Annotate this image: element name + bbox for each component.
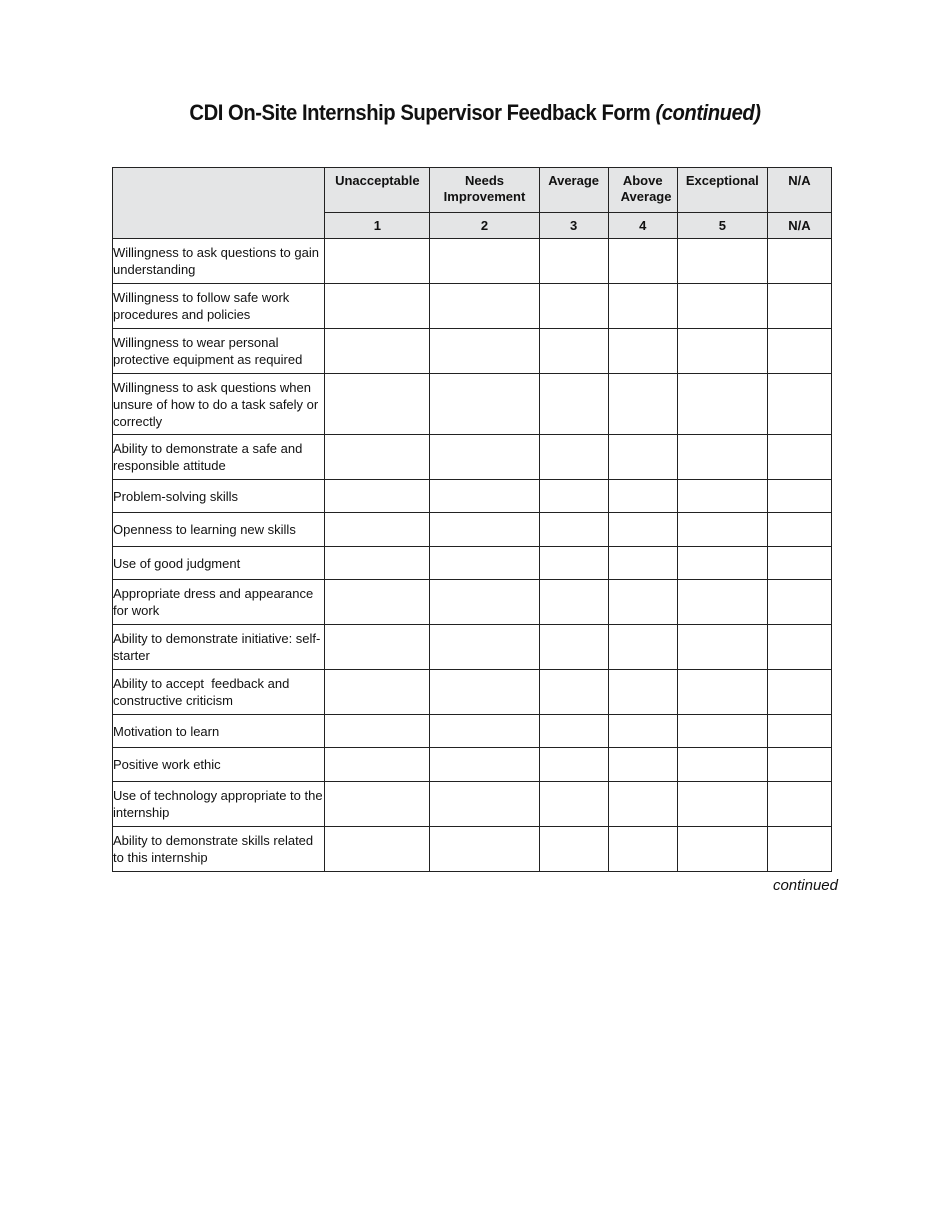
table-row: [113, 670, 832, 715]
rating-cell-na[interactable]: [767, 625, 831, 670]
rating-cell-1[interactable]: [325, 748, 430, 782]
score-4: 4: [608, 213, 677, 239]
table-row: [113, 284, 832, 329]
rating-cell-na[interactable]: [767, 782, 831, 827]
rating-cell-3[interactable]: [539, 625, 608, 670]
rating-cell-5[interactable]: [677, 782, 767, 827]
rating-cell-4[interactable]: [608, 625, 677, 670]
rating-cell-na[interactable]: [767, 374, 831, 435]
table-row: [113, 782, 832, 827]
rating-cell-4[interactable]: [608, 782, 677, 827]
header-row-labels: [113, 168, 832, 213]
rating-cell-2[interactable]: [430, 827, 539, 872]
rating-cell-4[interactable]: [608, 547, 677, 580]
criterion-label: Willingness to wear personal protective equipment as required: [113, 329, 325, 374]
criterion-label: Problem-solving skills: [113, 480, 325, 513]
rating-cell-5[interactable]: [677, 715, 767, 748]
table-row: [113, 715, 832, 748]
header-exceptional: Exceptional: [677, 168, 767, 213]
rating-cell-5[interactable]: [677, 580, 767, 625]
rating-cell-na[interactable]: [767, 284, 831, 329]
page-title-text: CDI On-Site Internship Supervisor Feedback Form: [189, 100, 651, 125]
rating-cell-2[interactable]: [430, 547, 539, 580]
header-unacceptable: Unacceptable: [325, 168, 430, 213]
criterion-label: Positive work ethic: [113, 748, 325, 782]
rating-cell-2[interactable]: [430, 748, 539, 782]
rating-cell-2[interactable]: [430, 329, 539, 374]
criterion-label: Motivation to learn: [113, 715, 325, 748]
rating-cell-1[interactable]: [325, 480, 430, 513]
rating-cell-5[interactable]: [677, 625, 767, 670]
rating-cell-4[interactable]: [608, 748, 677, 782]
rating-cell-2[interactable]: [430, 374, 539, 435]
rating-cell-na[interactable]: [767, 239, 831, 284]
criterion-label: Openness to learning new skills: [113, 513, 325, 547]
page-title-suffix: (continued): [655, 100, 761, 125]
rating-cell-1[interactable]: [325, 670, 430, 715]
rating-cell-1[interactable]: [325, 625, 430, 670]
rating-cell-5[interactable]: [677, 547, 767, 580]
rating-cell-na[interactable]: [767, 827, 831, 872]
page-title: [38, 100, 912, 126]
table-row: [113, 480, 832, 513]
criterion-label: Use of good judgment: [113, 547, 325, 580]
rating-cell-4[interactable]: [608, 480, 677, 513]
rating-cell-3[interactable]: [539, 329, 608, 374]
header-above-average: Above Average: [608, 168, 677, 213]
rating-cell-2[interactable]: [430, 782, 539, 827]
rating-cell-2[interactable]: [430, 625, 539, 670]
rating-cell-4[interactable]: [608, 580, 677, 625]
criterion-label: Ability to accept feedback and constructive criticism: [113, 670, 325, 715]
rating-cell-3[interactable]: [539, 827, 608, 872]
rating-cell-5[interactable]: [677, 670, 767, 715]
score-5: 5: [677, 213, 767, 239]
rating-cell-3[interactable]: [539, 748, 608, 782]
rating-cell-2[interactable]: [430, 480, 539, 513]
rating-cell-na[interactable]: [767, 513, 831, 547]
rating-cell-5[interactable]: [677, 329, 767, 374]
table-row: [113, 580, 832, 625]
rating-cell-4[interactable]: [608, 239, 677, 284]
rating-cell-5[interactable]: [677, 284, 767, 329]
rating-cell-3[interactable]: [539, 239, 608, 284]
rating-cell-5[interactable]: [677, 748, 767, 782]
rating-cell-1[interactable]: [325, 580, 430, 625]
table-row: [113, 513, 832, 547]
rating-cell-5[interactable]: [677, 435, 767, 480]
rating-cell-3[interactable]: [539, 513, 608, 547]
score-3: 3: [539, 213, 608, 239]
table-row: [113, 547, 832, 580]
rating-cell-2[interactable]: [430, 715, 539, 748]
rating-cell-5[interactable]: [677, 827, 767, 872]
rating-cell-5[interactable]: [677, 239, 767, 284]
rating-cell-3[interactable]: [539, 670, 608, 715]
rating-cell-4[interactable]: [608, 374, 677, 435]
table-row: [113, 625, 832, 670]
header-needs-improvement: Needs Improvement: [430, 168, 539, 213]
table-row: [113, 827, 832, 872]
rating-cell-1[interactable]: [325, 329, 430, 374]
rating-cell-na[interactable]: [767, 547, 831, 580]
rating-cell-2[interactable]: [430, 284, 539, 329]
rating-cell-4[interactable]: [608, 670, 677, 715]
score-na: N/A: [767, 213, 831, 239]
rating-cell-2[interactable]: [430, 513, 539, 547]
rating-cell-1[interactable]: [325, 547, 430, 580]
criterion-label: Ability to demonstrate initiative: self-starter: [113, 625, 325, 670]
rating-cell-4[interactable]: [608, 284, 677, 329]
criterion-label: Use of technology appropriate to the internship: [113, 782, 325, 827]
score-1: 1: [325, 213, 430, 239]
rating-cell-na[interactable]: [767, 435, 831, 480]
rating-cell-4[interactable]: [608, 513, 677, 547]
rating-cell-3[interactable]: [539, 580, 608, 625]
table-row: [113, 239, 832, 284]
rating-cell-2[interactable]: [430, 580, 539, 625]
rating-cell-3[interactable]: [539, 715, 608, 748]
table-row: [113, 374, 832, 435]
rating-cell-2[interactable]: [430, 239, 539, 284]
rating-cell-4[interactable]: [608, 715, 677, 748]
rating-cell-na[interactable]: [767, 715, 831, 748]
rating-cell-3[interactable]: [539, 374, 608, 435]
rating-cell-3[interactable]: [539, 284, 608, 329]
rating-cell-na[interactable]: [767, 580, 831, 625]
rating-cell-na[interactable]: [767, 480, 831, 513]
table-row: [113, 435, 832, 480]
rating-cell-na[interactable]: [767, 748, 831, 782]
header-corner-cell: [113, 168, 325, 239]
rating-cell-3[interactable]: [539, 435, 608, 480]
rating-cell-4[interactable]: [608, 329, 677, 374]
rating-cell-1[interactable]: [325, 782, 430, 827]
rating-cell-1[interactable]: [325, 513, 430, 547]
criterion-label: Willingness to ask questions to gain understanding: [113, 239, 325, 284]
score-2: 2: [430, 213, 539, 239]
rating-cell-1[interactable]: [325, 827, 430, 872]
rating-cell-5[interactable]: [677, 374, 767, 435]
criterion-label: Willingness to follow safe work procedures and policies: [113, 284, 325, 329]
rating-cell-3[interactable]: [539, 782, 608, 827]
header-average: Average: [539, 168, 608, 213]
rating-cell-4[interactable]: [608, 435, 677, 480]
table-row: [113, 748, 832, 782]
rating-cell-na[interactable]: [767, 329, 831, 374]
header-na: N/A: [767, 168, 831, 213]
rating-cell-1[interactable]: [325, 284, 430, 329]
table-row: [113, 329, 832, 374]
rating-cell-1[interactable]: [325, 239, 430, 284]
rating-cell-4[interactable]: [608, 827, 677, 872]
rating-cell-5[interactable]: [677, 480, 767, 513]
rating-cell-1[interactable]: [325, 374, 430, 435]
rating-cell-3[interactable]: [539, 547, 608, 580]
criterion-label: Appropriate dress and appearance for work: [113, 580, 325, 625]
rating-cell-na[interactable]: [767, 670, 831, 715]
rating-cell-3[interactable]: [539, 480, 608, 513]
criterion-label: Ability to demonstrate a safe and responsible attitude: [113, 435, 325, 480]
criterion-label: Willingness to ask questions when unsure of how to do a task safely or correctly: [113, 374, 325, 435]
rating-cell-2[interactable]: [430, 435, 539, 480]
rating-cell-5[interactable]: [677, 513, 767, 547]
rating-cell-2[interactable]: [430, 670, 539, 715]
rating-cell-1[interactable]: [325, 715, 430, 748]
feedback-table: [112, 167, 832, 872]
criterion-label: Ability to demonstrate skills related to this internship: [113, 827, 325, 872]
continued-note: continued: [772, 877, 838, 894]
rating-cell-1[interactable]: [325, 435, 430, 480]
